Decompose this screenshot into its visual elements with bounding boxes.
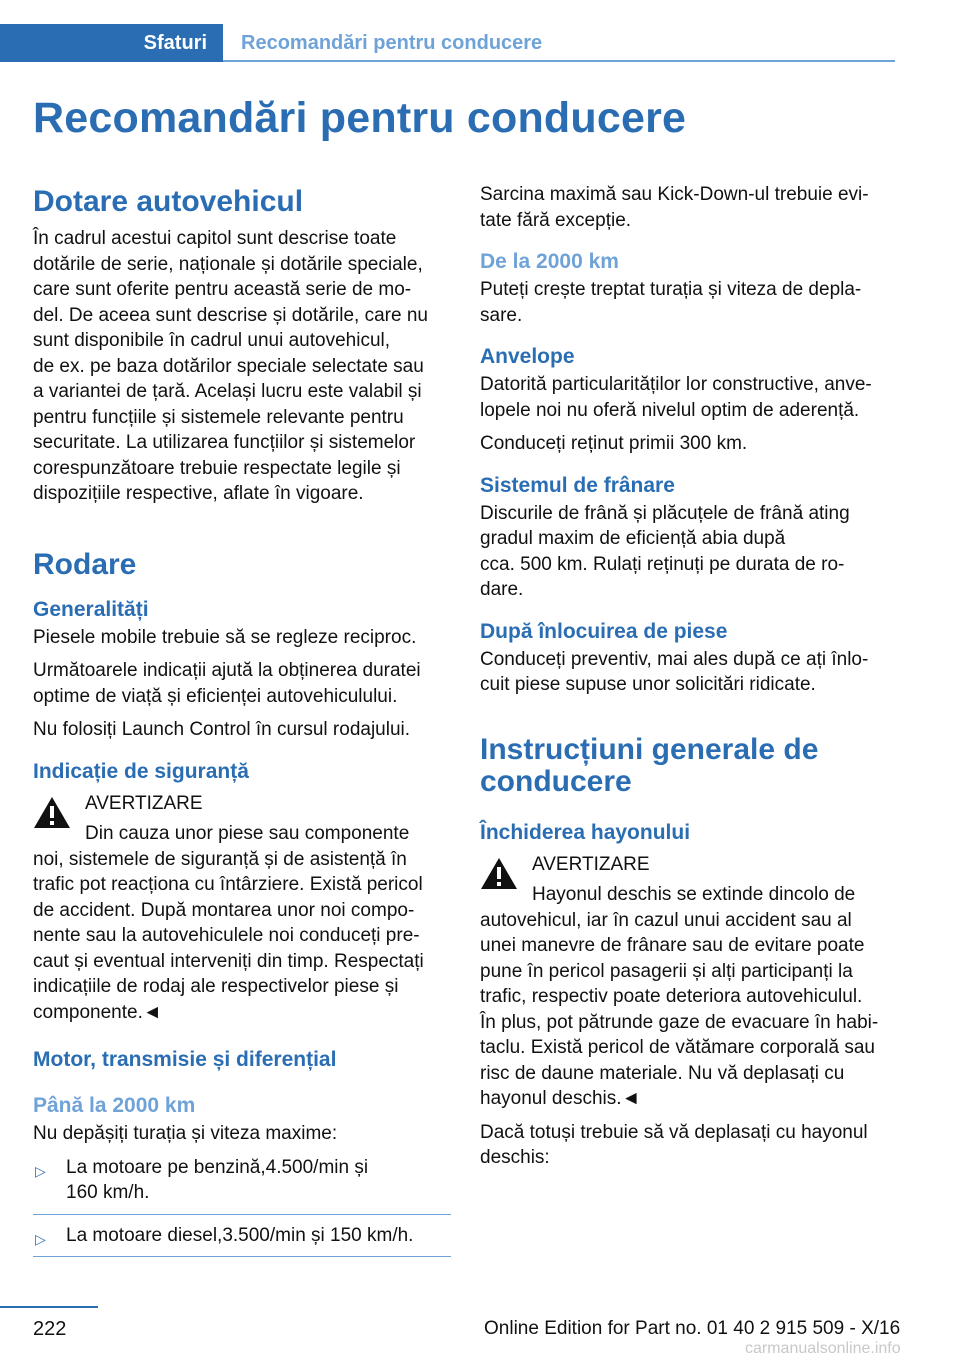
heading-hayon: Închiderea hayonului — [480, 820, 691, 844]
anvelope-p2: Conduceți reținut primii 300 km. — [480, 433, 748, 454]
dotare-line: pentru funcțiile și sistemele relevante pentru — [33, 406, 404, 428]
warning-line: În plus, pot pătrunde gaze de evacuare în habi‐ — [480, 1011, 879, 1033]
header-rule — [223, 60, 895, 62]
warning-block-rodaj — [33, 791, 451, 1026]
warning-line: autovehicul, iar în cazul unui accident sau al — [480, 909, 852, 931]
edition-note: Online Edition for Part no. 01 40 2 915 509 - X/16 — [484, 1318, 901, 1339]
warning-line: pune în pericol pasagerii și alți participanți la — [480, 960, 853, 982]
right-column — [480, 182, 895, 1171]
warning-line: noi, sistemele de siguranță și de asistență în — [33, 848, 407, 870]
dotare-line: În cadrul acestui capitol sunt descrise toate — [33, 228, 397, 249]
dotare-line: de ex. pe baza dotărilor speciale selectate sau — [33, 355, 424, 377]
page-title: Recomandări pentru conducere — [33, 94, 687, 142]
dotare-line: dotările de serie, naționale și dotările speciale, — [33, 253, 423, 275]
list-bullet-triangle-icon: ▷ — [35, 1230, 46, 1247]
warning-triangle-icon — [480, 856, 518, 890]
warning-label: AVERTIZARE — [85, 792, 203, 814]
anvelope-line: lopele noi nu oferă nivelul optim de aderență. — [480, 399, 860, 421]
generalitati-p2-line: Următoarele indicații ajută la obținerea duratei — [33, 660, 421, 681]
dela-line: Puteți crește treptat turația și viteza de depla‐ — [480, 279, 862, 300]
warning-line: componente.◄ — [33, 1001, 162, 1023]
heading-motor: Motor, transmisie și diferențial — [33, 1048, 337, 1071]
speed-limit-list — [33, 1155, 451, 1266]
warning-line: nente sau la autovehiculele noi conduceți pre‐ — [33, 925, 420, 946]
warning-first-line: Hayonul deschis se extinde dincolo de — [532, 884, 856, 905]
top-line: Sarcina maximă sau Kick-Down-ul trebuie evi‐ — [480, 184, 869, 205]
warning-line: unei manevre de frânare sau de evitare poate — [480, 935, 865, 956]
list-bullet-triangle-icon: ▷ — [35, 1162, 46, 1179]
dela-line: sare. — [480, 304, 523, 326]
anvelope-line: Datorită particularităților lor constructive, anve‐ — [480, 374, 872, 395]
final-line: Dacă totuși trebuie să vă deplasați cu hayonul — [480, 1121, 868, 1143]
warning-line: risc de daune materiale. Nu vă deplasați cu — [480, 1062, 845, 1084]
warning-line: caut și eventual interveniți din timp. Respectați — [33, 950, 424, 972]
heading-anvelope: Anvelope — [480, 345, 575, 368]
generalitati-p1: Piesele mobile trebuie să se regleze reciproc. — [33, 626, 417, 648]
left-column — [33, 182, 451, 1265]
franare-line: dare. — [480, 579, 524, 600]
dotare-line: sunt disponibile în cadrul unui autovehicul, — [33, 330, 391, 351]
warning-triangle-icon — [33, 795, 71, 829]
pana-paragraph: Nu depășiți turația și viteza maxime: — [33, 1123, 338, 1144]
header-chapter-title: Recomandări pentru conducere — [241, 32, 543, 54]
heading-dupa-inlocuire: După înlocuirea de piese — [480, 619, 728, 643]
generalitati-p2-line: optime de viață și eficienței autovehiculului. — [33, 685, 398, 707]
warning-line: trafic pot reacționa cu întârziere. Există pericol — [33, 874, 423, 895]
heading-rodare: Rodare — [33, 547, 137, 581]
heading-siguranta: Indicație de siguranță — [33, 759, 249, 783]
dotare-line: securitate. La utilizarea funcțiilor și sistemelor — [33, 432, 416, 453]
heading-de-la-2000: De la 2000 km — [480, 250, 619, 273]
warning-block-hayon — [480, 852, 895, 1112]
dupa-line: cuit piese supuse unor solicitări ridicate. — [480, 674, 816, 695]
heading-instructiuni-l2: conducere — [480, 764, 632, 798]
dotare-line: care sunt oferite pentru această serie de mo‐ — [33, 279, 412, 300]
franare-line: Discurile de frână și plăcuțele de frână ating — [480, 502, 850, 524]
warning-line: taclu. Există pericol de vătămare corporală sau — [480, 1037, 875, 1058]
footer-rule — [0, 1306, 98, 1308]
dotare-line: del. De aceea sunt descrise și dotările, care nu — [33, 304, 428, 326]
warning-line: indicațiile de rodaj ale respectivelor piese și — [33, 976, 399, 997]
dotare-line: corespunzătoare trebuie respectate legile și — [33, 457, 401, 479]
franare-line: gradul maxim de eficiență abia după — [480, 528, 786, 549]
warning-line: hayonul deschis.◄ — [480, 1088, 641, 1109]
heading-pana-2000: Până la 2000 km — [33, 1094, 196, 1117]
warning-label: AVERTIZARE — [532, 853, 650, 875]
dotare-line: dispozițiile respective, aflate în vigoare. — [33, 483, 364, 504]
list-item-line1: La motoare diesel,3.500/min și 150 km/h. — [66, 1224, 414, 1246]
list-item-line2: 160 km/h. — [66, 1182, 150, 1203]
list-divider — [33, 1206, 451, 1223]
list-item-line1: La motoare pe benzină,4.500/min și — [66, 1156, 369, 1178]
franare-line: cca. 500 km. Rulați reținuți pe durata de ro‐ — [480, 553, 845, 575]
heading-generalitati: Generalități — [33, 597, 149, 621]
heading-instructiuni-l1: Instrucțiuni generale de — [480, 732, 819, 766]
page-header — [0, 0, 960, 62]
warning-line: de accident. După montarea unor noi compo‐ — [33, 899, 415, 921]
heading-franare: Sistemul de frânare — [480, 473, 675, 497]
watermark: carmanualsonline.info — [745, 1340, 901, 1357]
header-section-tab: Sfaturi — [0, 24, 223, 62]
list-item — [33, 1155, 451, 1206]
generalitati-p3: Nu folosiți Launch Control în cursul rodajului. — [33, 719, 411, 740]
dupa-line: Conduceți preventiv, mai ales după ce ați înlo‐ — [480, 648, 869, 670]
dotare-line: a variantei de țară. Același lucru este valabil și — [33, 381, 422, 402]
final-line: deschis: — [480, 1147, 550, 1168]
page-number: 222 — [33, 1318, 67, 1340]
list-item — [33, 1223, 451, 1249]
list-divider — [33, 1248, 451, 1265]
warning-line: trafic, respectiv poate deteriora autovehiculul. — [480, 986, 863, 1007]
warning-first-line: Din cauza unor piese sau componente — [85, 823, 410, 844]
heading-dotare: Dotare autovehicul — [33, 185, 304, 218]
top-line: tate fără excepție. — [480, 209, 632, 231]
